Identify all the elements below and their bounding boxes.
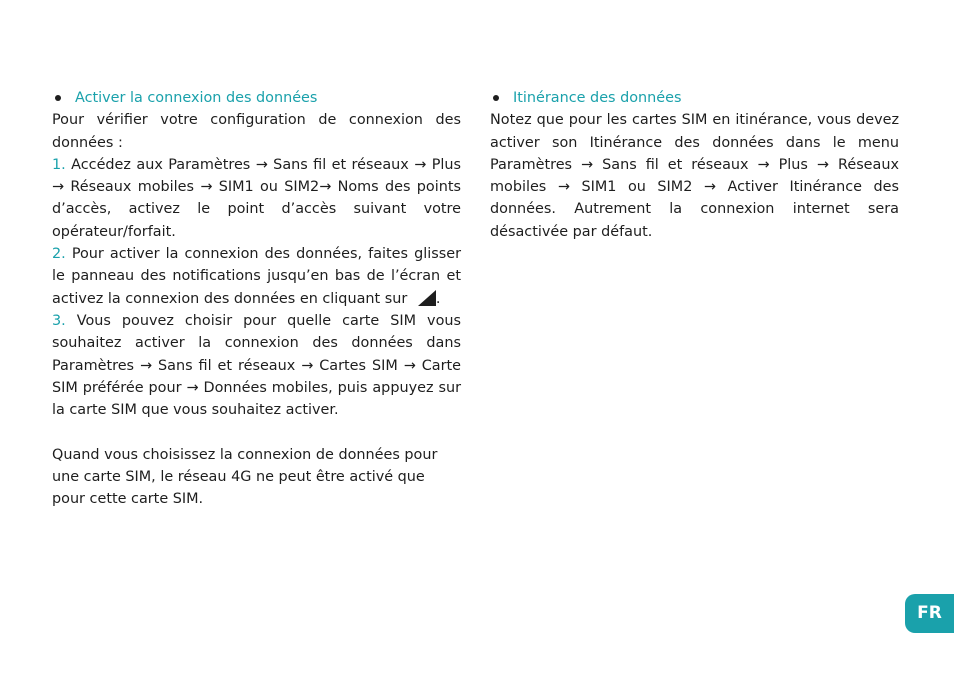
roaming-paragraph: Notez que pour les cartes SIM en itinérance, vous devez activer son Itinérance des données dans le menu Paramètres → Sans fil et réseaux → Plus → Réseaux mobiles → SIM1 ou SIM2 → Activer Itinérance des données. Autrement la connexion internet sera désactivée par défaut. <box>490 112 899 240</box>
step-1-text: Accédez aux Paramètres → Sans fil et réseaux → Plus → Réseaux mobiles → SIM1 ou SIM2→ Noms des points d’accès, activez le point d’accès suivant votre opérateur/forfait. <box>52 156 461 240</box>
bullet-icon <box>493 95 499 101</box>
section-heading-roaming <box>490 87 899 109</box>
step-2 <box>52 243 461 310</box>
step-3-number: 3. <box>52 312 66 329</box>
step-2-end: . <box>435 290 441 307</box>
step-1-number: 1. <box>52 156 66 173</box>
step-1 <box>52 154 461 243</box>
signal-icon <box>416 290 436 306</box>
right-column <box>490 87 899 243</box>
intro-paragraph: Pour vérifier votre configuration de connexion des données : <box>52 112 461 151</box>
heading-text: Activer la connexion des données <box>75 90 318 106</box>
step-3 <box>52 310 461 421</box>
section-heading-data-connection <box>52 87 461 109</box>
spacer <box>52 421 461 443</box>
step-3-text: Vous pouvez choisir pour quelle carte SIM vous souhaitez activer la connexion des données dans Paramètres → Sans fil et réseaux → Cartes SIM → Carte SIM préférée pour → Données mobiles, puis appuyez sur la carte SIM que vous souhaitez activer. <box>52 312 461 419</box>
step-2-number: 2. <box>52 246 66 263</box>
note-paragraph: Quand vous choisissez la connexion de données pour une carte SIM, le réseau 4G ne peut être activé que pour cette carte SIM. <box>52 446 438 508</box>
left-column <box>52 87 461 511</box>
bullet-icon <box>55 95 61 101</box>
language-tab: FR <box>905 594 954 633</box>
heading-text: Itinérance des données <box>513 90 682 106</box>
step-2-text: Pour activer la connexion des données, faites glisser le panneau des notifications jusqu’en bas de l’écran et activez la connexion des données en cliquant sur <box>52 246 462 307</box>
